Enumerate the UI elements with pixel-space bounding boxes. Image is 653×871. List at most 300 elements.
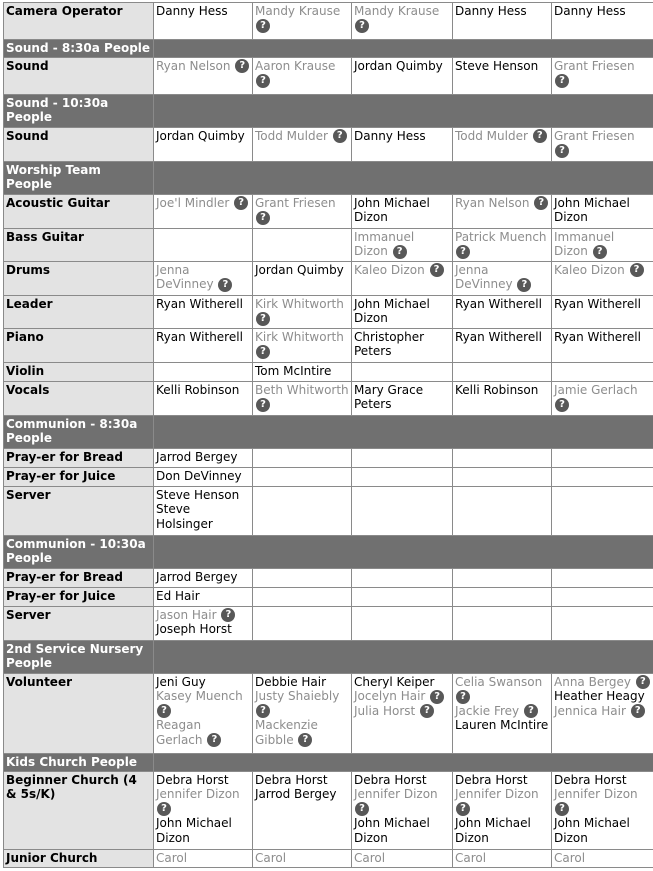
schedule-body bbox=[4, 3, 653, 868]
confirmed-person[interactable] bbox=[455, 718, 549, 733]
confirmed-person[interactable] bbox=[554, 297, 651, 312]
role-label: Pray-er for Juice bbox=[4, 467, 154, 486]
question-mark-icon[interactable]: ? bbox=[456, 245, 470, 259]
pending-person[interactable] bbox=[554, 675, 651, 690]
schedule-cell bbox=[253, 849, 352, 867]
confirmed-person[interactable] bbox=[156, 469, 250, 484]
person-name: John Michael Dizon bbox=[554, 816, 630, 845]
schedule-cell bbox=[352, 771, 453, 849]
confirmed-person[interactable] bbox=[255, 675, 349, 690]
schedule-cell bbox=[453, 486, 552, 535]
person-name: John Michael Dizon bbox=[455, 816, 531, 845]
pending-person[interactable] bbox=[455, 704, 549, 719]
pending-person[interactable] bbox=[554, 230, 651, 259]
question-mark-icon[interactable]: ? bbox=[456, 802, 470, 816]
person-name: Patrick Muench bbox=[455, 230, 547, 244]
pending-person[interactable] bbox=[156, 608, 250, 623]
person-name: Todd Mulder bbox=[455, 129, 528, 143]
section-filler bbox=[154, 415, 653, 448]
confirmed-person[interactable] bbox=[255, 787, 349, 802]
pending-person[interactable] bbox=[554, 383, 651, 412]
schedule-cell bbox=[154, 771, 253, 849]
role-label: Pray-er for Bread bbox=[4, 568, 154, 587]
pending-person[interactable] bbox=[554, 59, 651, 88]
question-mark-icon[interactable]: ? bbox=[298, 733, 312, 747]
confirmed-person[interactable] bbox=[455, 330, 549, 345]
person-name: Ryan Witherell bbox=[554, 330, 641, 344]
person-name: Grant Friesen bbox=[554, 129, 635, 143]
schedule-cell bbox=[253, 127, 352, 161]
person-name: Jocelyn Hair bbox=[354, 689, 425, 703]
confirmed-person[interactable] bbox=[455, 816, 549, 845]
person-name: Danny Hess bbox=[554, 4, 626, 18]
schedule-cell bbox=[552, 587, 653, 606]
confirmed-person[interactable] bbox=[156, 502, 250, 531]
question-mark-icon[interactable]: ? bbox=[218, 278, 232, 292]
pending-person[interactable] bbox=[156, 196, 250, 211]
schedule-cell bbox=[552, 771, 653, 849]
question-mark-icon[interactable]: ? bbox=[256, 211, 270, 225]
person-name: John Michael Dizon bbox=[354, 196, 430, 225]
schedule-cell bbox=[552, 328, 653, 362]
pending-person[interactable] bbox=[255, 297, 349, 326]
confirmed-person[interactable] bbox=[255, 263, 349, 278]
person-name: Carol bbox=[255, 851, 286, 865]
schedule-cell bbox=[154, 3, 253, 40]
schedule-cell bbox=[154, 849, 253, 867]
confirmed-person[interactable] bbox=[354, 196, 450, 225]
pending-person[interactable] bbox=[156, 59, 250, 74]
confirmed-person[interactable] bbox=[156, 773, 250, 788]
person-name: Jarrod Bergey bbox=[156, 450, 238, 464]
pending-person[interactable] bbox=[255, 196, 349, 225]
person-name: Reagan Gerlach bbox=[156, 718, 203, 747]
schedule-cell bbox=[352, 467, 453, 486]
person-name: Danny Hess bbox=[156, 4, 228, 18]
question-mark-icon[interactable]: ? bbox=[533, 129, 547, 143]
pending-person[interactable] bbox=[255, 129, 349, 144]
question-mark-icon[interactable]: ? bbox=[630, 263, 644, 277]
question-mark-icon[interactable]: ? bbox=[636, 675, 650, 689]
confirmed-person[interactable] bbox=[156, 816, 250, 845]
question-mark-icon[interactable]: ? bbox=[430, 263, 444, 277]
pending-person[interactable] bbox=[455, 851, 549, 866]
schedule-cell bbox=[453, 587, 552, 606]
schedule-cell bbox=[253, 486, 352, 535]
question-mark-icon[interactable]: ? bbox=[256, 312, 270, 326]
schedule-cell bbox=[552, 295, 653, 328]
schedule-cell bbox=[352, 362, 453, 381]
person-name: Todd Mulder bbox=[255, 129, 328, 143]
confirmed-person[interactable] bbox=[156, 675, 250, 690]
schedule-cell bbox=[154, 328, 253, 362]
pending-person[interactable] bbox=[354, 230, 450, 259]
pending-person[interactable] bbox=[455, 787, 549, 816]
person-name: Carol bbox=[354, 851, 385, 865]
schedule-row bbox=[4, 771, 653, 849]
schedule-cell bbox=[154, 486, 253, 535]
section-header-row bbox=[4, 415, 653, 448]
question-mark-icon[interactable]: ? bbox=[234, 196, 248, 210]
question-mark-icon[interactable]: ? bbox=[555, 398, 569, 412]
schedule-cell bbox=[253, 568, 352, 587]
section-header-row bbox=[4, 94, 653, 127]
question-mark-icon[interactable]: ? bbox=[207, 733, 221, 747]
person-name: Jennica Hair bbox=[554, 704, 626, 718]
confirmed-person[interactable] bbox=[156, 383, 250, 398]
section-header-row bbox=[4, 640, 653, 673]
pending-person[interactable] bbox=[354, 851, 450, 866]
schedule-cell bbox=[154, 57, 253, 94]
schedule-cell bbox=[552, 673, 653, 753]
confirmed-person[interactable] bbox=[156, 488, 250, 503]
schedule-cell bbox=[154, 127, 253, 161]
schedule-cell bbox=[253, 606, 352, 640]
role-label: Drums bbox=[4, 261, 154, 295]
person-name: Jeni Guy bbox=[156, 675, 206, 689]
person-name: Ryan Nelson bbox=[156, 59, 230, 73]
person-name: Debra Horst bbox=[156, 773, 229, 787]
confirmed-person[interactable] bbox=[354, 330, 450, 359]
schedule-cell bbox=[453, 771, 552, 849]
person-name: Don DeVinney bbox=[156, 469, 242, 483]
schedule-row bbox=[4, 587, 653, 606]
schedule-cell bbox=[552, 194, 653, 228]
person-name: Immanuel Dizon bbox=[354, 230, 414, 259]
question-mark-icon[interactable]: ? bbox=[355, 802, 369, 816]
schedule-cell bbox=[253, 261, 352, 295]
person-name: Kaleo Dizon bbox=[354, 263, 425, 277]
pending-person[interactable] bbox=[255, 330, 349, 359]
confirmed-person[interactable] bbox=[354, 383, 450, 412]
confirmed-person[interactable] bbox=[156, 450, 250, 465]
schedule-cell bbox=[552, 849, 653, 867]
role-label: Server bbox=[4, 486, 154, 535]
person-name: John Michael Dizon bbox=[354, 816, 430, 845]
schedule-cell bbox=[352, 486, 453, 535]
schedule-cell bbox=[253, 771, 352, 849]
schedule-cell bbox=[253, 362, 352, 381]
question-mark-icon[interactable]: ? bbox=[631, 704, 645, 718]
question-mark-icon[interactable]: ? bbox=[555, 74, 569, 88]
person-name: Steve Holsinger bbox=[156, 502, 213, 531]
person-name: Jarrod Bergey bbox=[156, 570, 238, 584]
role-label: Pray-er for Bread bbox=[4, 448, 154, 467]
schedule-cell bbox=[253, 194, 352, 228]
schedule-cell bbox=[154, 606, 253, 640]
pending-person[interactable] bbox=[156, 851, 250, 866]
person-name: Joseph Horst bbox=[156, 622, 232, 636]
schedule-row bbox=[4, 261, 653, 295]
schedule-cell bbox=[552, 362, 653, 381]
role-label: Volunteer bbox=[4, 673, 154, 753]
person-name: Debra Horst bbox=[354, 773, 427, 787]
schedule-cell bbox=[552, 568, 653, 587]
schedule-cell bbox=[552, 3, 653, 40]
schedule-cell bbox=[453, 362, 552, 381]
person-name: Ed Hair bbox=[156, 589, 200, 603]
schedule-cell bbox=[352, 295, 453, 328]
schedule-row bbox=[4, 194, 653, 228]
pending-person[interactable] bbox=[554, 263, 651, 278]
schedule-cell bbox=[352, 261, 453, 295]
schedule-cell bbox=[453, 606, 552, 640]
confirmed-person[interactable] bbox=[554, 689, 651, 704]
schedule-row bbox=[4, 486, 653, 535]
person-name: Jordan Quimby bbox=[156, 129, 245, 143]
question-mark-icon[interactable]: ? bbox=[430, 690, 444, 704]
question-mark-icon[interactable]: ? bbox=[256, 345, 270, 359]
schedule-cell bbox=[154, 362, 253, 381]
schedule-row bbox=[4, 228, 653, 261]
confirmed-person[interactable] bbox=[255, 773, 349, 788]
confirmed-person[interactable] bbox=[554, 4, 651, 19]
role-label: Acoustic Guitar bbox=[4, 194, 154, 228]
role-label: Server bbox=[4, 606, 154, 640]
pending-person[interactable] bbox=[455, 196, 549, 211]
schedule-cell bbox=[552, 606, 653, 640]
schedule-cell bbox=[453, 467, 552, 486]
confirmed-person[interactable] bbox=[156, 129, 250, 144]
schedule-cell bbox=[154, 228, 253, 261]
schedule-cell bbox=[253, 467, 352, 486]
pending-person[interactable] bbox=[554, 851, 651, 866]
question-mark-icon[interactable]: ? bbox=[333, 129, 347, 143]
question-mark-icon[interactable]: ? bbox=[221, 608, 235, 622]
question-mark-icon[interactable]: ? bbox=[393, 245, 407, 259]
section-header-row bbox=[4, 753, 653, 771]
role-label: Camera Operator bbox=[4, 3, 154, 40]
confirmed-person[interactable] bbox=[455, 59, 549, 74]
confirmed-person[interactable] bbox=[255, 364, 349, 379]
schedule-cell bbox=[352, 57, 453, 94]
pending-person[interactable] bbox=[255, 59, 349, 88]
pending-person[interactable] bbox=[354, 704, 450, 719]
schedule-cell bbox=[552, 486, 653, 535]
schedule-row bbox=[4, 673, 653, 753]
schedule-cell bbox=[154, 261, 253, 295]
question-mark-icon[interactable]: ? bbox=[420, 704, 434, 718]
person-name: Ryan Witherell bbox=[455, 330, 542, 344]
schedule-cell bbox=[352, 849, 453, 867]
section-header-row bbox=[4, 535, 653, 568]
role-label: Leader bbox=[4, 295, 154, 328]
pending-person[interactable] bbox=[554, 129, 651, 158]
pending-person[interactable] bbox=[156, 718, 250, 747]
pending-person[interactable] bbox=[354, 263, 450, 278]
pending-person[interactable] bbox=[354, 689, 450, 704]
confirmed-person[interactable] bbox=[455, 773, 549, 788]
person-name: Mackenzie Gibble bbox=[255, 718, 318, 747]
question-mark-icon[interactable]: ? bbox=[555, 144, 569, 158]
pending-person[interactable] bbox=[255, 383, 349, 412]
pending-person[interactable] bbox=[354, 787, 450, 816]
person-name: Jackie Frey bbox=[455, 704, 519, 718]
person-name: Mandy Krause bbox=[354, 4, 439, 18]
confirmed-person[interactable] bbox=[455, 4, 549, 19]
pending-person[interactable] bbox=[255, 689, 349, 718]
section-filler bbox=[154, 40, 653, 58]
question-mark-icon[interactable]: ? bbox=[524, 704, 538, 718]
confirmed-person[interactable] bbox=[554, 330, 651, 345]
person-name: Steve Henson bbox=[455, 59, 538, 73]
schedule-cell bbox=[453, 194, 552, 228]
schedule-cell bbox=[154, 568, 253, 587]
confirmed-person[interactable] bbox=[554, 196, 651, 225]
pending-person[interactable] bbox=[255, 851, 349, 866]
role-label: Junior Church bbox=[4, 849, 154, 867]
pending-person[interactable] bbox=[554, 704, 651, 719]
schedule-cell bbox=[154, 194, 253, 228]
person-name: Kelli Robinson bbox=[455, 383, 538, 397]
section-title: 2nd Service Nursery People bbox=[4, 640, 154, 673]
schedule-cell bbox=[352, 381, 453, 415]
schedule-cell bbox=[453, 673, 552, 753]
schedule-cell bbox=[154, 381, 253, 415]
person-name: Kaleo Dizon bbox=[554, 263, 625, 277]
schedule-row bbox=[4, 328, 653, 362]
role-label: Sound bbox=[4, 57, 154, 94]
confirmed-person[interactable] bbox=[354, 297, 450, 326]
person-name: Julia Horst bbox=[354, 704, 415, 718]
question-mark-icon[interactable]: ? bbox=[235, 59, 249, 73]
confirmed-person[interactable] bbox=[156, 330, 250, 345]
question-mark-icon[interactable]: ? bbox=[555, 802, 569, 816]
section-filler bbox=[154, 640, 653, 673]
schedule-cell bbox=[154, 448, 253, 467]
schedule-cell bbox=[453, 261, 552, 295]
pending-person[interactable] bbox=[255, 4, 349, 33]
person-name: Mary Grace Peters bbox=[354, 383, 423, 412]
person-name: John Michael Dizon bbox=[554, 196, 630, 225]
question-mark-icon[interactable]: ? bbox=[517, 278, 531, 292]
confirmed-person[interactable] bbox=[354, 59, 450, 74]
pending-person[interactable] bbox=[255, 718, 349, 747]
schedule-cell bbox=[552, 228, 653, 261]
pending-person[interactable] bbox=[554, 787, 651, 816]
confirmed-person[interactable] bbox=[354, 129, 450, 144]
confirmed-person[interactable] bbox=[455, 383, 549, 398]
confirmed-person[interactable] bbox=[354, 816, 450, 845]
role-label: Sound bbox=[4, 127, 154, 161]
schedule-cell bbox=[253, 448, 352, 467]
confirmed-person[interactable] bbox=[354, 773, 450, 788]
question-mark-icon[interactable]: ? bbox=[593, 245, 607, 259]
pending-person[interactable] bbox=[354, 4, 450, 33]
schedule-cell bbox=[352, 568, 453, 587]
schedule-cell bbox=[453, 57, 552, 94]
schedule-row bbox=[4, 467, 653, 486]
role-label: Violin bbox=[4, 362, 154, 381]
confirmed-person[interactable] bbox=[554, 816, 651, 845]
confirmed-person[interactable] bbox=[156, 4, 250, 19]
pending-person[interactable] bbox=[455, 230, 549, 259]
schedule-row bbox=[4, 568, 653, 587]
pending-person[interactable] bbox=[156, 263, 250, 292]
pending-person[interactable] bbox=[455, 263, 549, 292]
confirmed-person[interactable] bbox=[554, 773, 651, 788]
schedule-cell bbox=[253, 381, 352, 415]
schedule-row bbox=[4, 295, 653, 328]
pending-person[interactable] bbox=[455, 675, 549, 704]
schedule-cell bbox=[154, 587, 253, 606]
schedule-cell bbox=[352, 3, 453, 40]
schedule-row bbox=[4, 362, 653, 381]
person-name: Jordan Quimby bbox=[255, 263, 344, 277]
schedule-cell bbox=[552, 261, 653, 295]
section-filler bbox=[154, 161, 653, 194]
schedule-cell bbox=[253, 587, 352, 606]
person-name: Tom McIntire bbox=[255, 364, 331, 378]
schedule-table bbox=[3, 2, 653, 868]
section-title: Sound - 10:30a People bbox=[4, 94, 154, 127]
section-filler bbox=[154, 94, 653, 127]
person-name: Aaron Krause bbox=[255, 59, 335, 73]
pending-person[interactable] bbox=[156, 689, 250, 718]
question-mark-icon[interactable]: ? bbox=[256, 74, 270, 88]
question-mark-icon[interactable]: ? bbox=[256, 398, 270, 412]
schedule-cell bbox=[352, 328, 453, 362]
question-mark-icon[interactable]: ? bbox=[157, 802, 171, 816]
section-header-row bbox=[4, 161, 653, 194]
schedule-cell bbox=[552, 127, 653, 161]
confirmed-person[interactable] bbox=[156, 570, 250, 585]
person-name: Grant Friesen bbox=[554, 59, 635, 73]
schedule-row bbox=[4, 849, 653, 867]
person-name: Mandy Krause bbox=[255, 4, 340, 18]
confirmed-person[interactable] bbox=[354, 675, 450, 690]
pending-person[interactable] bbox=[156, 787, 250, 816]
question-mark-icon[interactable]: ? bbox=[256, 19, 270, 33]
question-mark-icon[interactable]: ? bbox=[456, 690, 470, 704]
person-name: Kirk Whitworth bbox=[255, 330, 344, 344]
schedule-cell bbox=[253, 673, 352, 753]
section-title: Kids Church People bbox=[4, 753, 154, 771]
question-mark-icon[interactable]: ? bbox=[157, 704, 171, 718]
confirmed-person[interactable] bbox=[156, 297, 250, 312]
person-name: Kelli Robinson bbox=[156, 383, 239, 397]
section-title: Communion - 8:30a People bbox=[4, 415, 154, 448]
question-mark-icon[interactable]: ? bbox=[534, 196, 548, 210]
person-name: Kasey Muench bbox=[156, 689, 243, 703]
confirmed-person[interactable] bbox=[455, 297, 549, 312]
question-mark-icon[interactable]: ? bbox=[355, 19, 369, 33]
schedule-row bbox=[4, 57, 653, 94]
role-label: Beginner Church (4 & 5s/K) bbox=[4, 771, 154, 849]
person-name: Ryan Witherell bbox=[156, 297, 243, 311]
schedule-cell bbox=[453, 381, 552, 415]
schedule-cell bbox=[253, 228, 352, 261]
confirmed-person[interactable] bbox=[156, 589, 250, 604]
person-name: Celia Swanson bbox=[455, 675, 542, 689]
question-mark-icon[interactable]: ? bbox=[256, 704, 270, 718]
schedule-row bbox=[4, 3, 653, 40]
person-name: Jennifer Dizon bbox=[354, 787, 438, 801]
person-name: Ryan Nelson bbox=[455, 196, 529, 210]
person-name: Jennifer Dizon bbox=[156, 787, 240, 801]
schedule-cell bbox=[352, 606, 453, 640]
person-name: Danny Hess bbox=[455, 4, 527, 18]
person-name: Jarrod Bergey bbox=[255, 787, 337, 801]
person-name: Debra Horst bbox=[455, 773, 528, 787]
person-name: Debbie Hair bbox=[255, 675, 326, 689]
pending-person[interactable] bbox=[455, 129, 549, 144]
section-header-row bbox=[4, 40, 653, 58]
role-label: Pray-er for Juice bbox=[4, 587, 154, 606]
confirmed-person[interactable] bbox=[156, 622, 250, 637]
schedule-row bbox=[4, 448, 653, 467]
person-name: Jenna DeVinney bbox=[455, 263, 513, 292]
